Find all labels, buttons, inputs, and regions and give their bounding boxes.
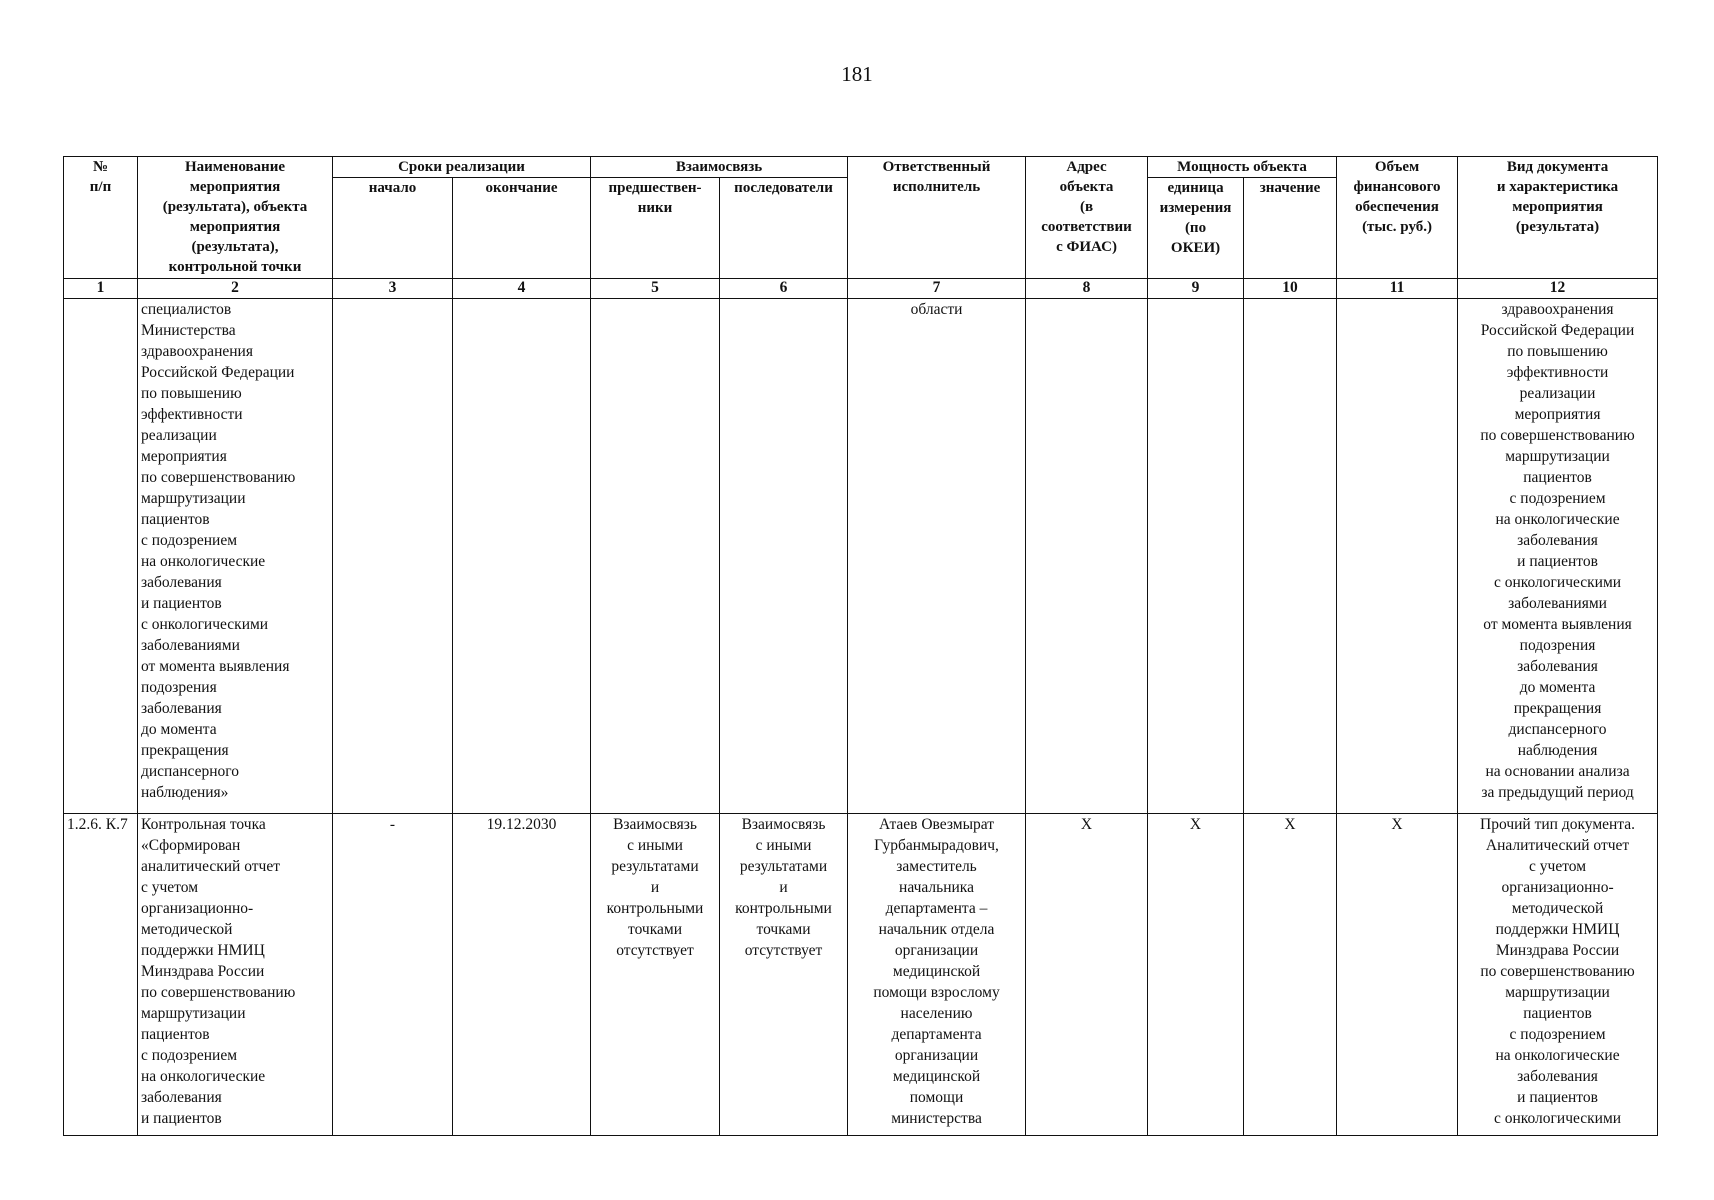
- column-number-row: [64, 279, 1658, 299]
- row-doc: здравоохранения Российской Федерации по повышению эффективности реализации мероприятия по совершенствованию маршрутизации пациентов с подозрением на онкологические заболевания и пациентов с онкологическими заболеваниями от момента выявления подозрения заболевания до момента прекращения диспансерного наблюдения на основании анализа за предыдущий период: [1458, 299, 1658, 814]
- row-end: 19.12.2030: [453, 813, 591, 1135]
- row-start: -: [333, 813, 453, 1135]
- header-predecessors: предшествен- ники: [591, 178, 720, 279]
- header-end: окончание: [453, 178, 591, 279]
- row-name: специалистов Министерства здравоохранения Российской Федерации по повышению эффективности реализации мероприятия по совершенствованию маршрутизации пациентов с подозрением на онкологические заболевания и пациентов с онкологическими заболеваниями от момента выявления подозрения заболевания до момента прекращения диспансерного наблюдения»: [138, 299, 333, 814]
- header-doc-type: Вид документа и характеристика мероприятия (результата): [1458, 157, 1658, 279]
- row-end: [453, 299, 591, 814]
- header-responsible: Ответственный исполнитель: [848, 157, 1026, 279]
- column-number: 9: [1148, 279, 1244, 299]
- column-number: 4: [453, 279, 591, 299]
- row-name: Контрольная точка «Сформирован аналитический отчет с учетом организационно- методической поддержки НМИЦ Минздрава России по совершенствованию маршрутизации пациентов с подозрением на онкологические заболевания и пациентов: [138, 813, 333, 1135]
- column-number: 12: [1458, 279, 1658, 299]
- column-number: 7: [848, 279, 1026, 299]
- row-value: [1244, 299, 1337, 814]
- column-number: 5: [591, 279, 720, 299]
- row-responsible: области: [848, 299, 1026, 814]
- header-funding: Объем финансового обеспечения (тыс. руб.): [1337, 157, 1458, 279]
- column-number: 8: [1026, 279, 1148, 299]
- header-row-main: [64, 157, 1658, 178]
- header-num: № п/п: [64, 157, 138, 279]
- row-unit: X: [1148, 813, 1244, 1135]
- row-responsible: Атаев Овезмырат Гурбанмырадович, заместитель начальника департамента – начальник отдела организации медицинской помощи взрослому населению департамента организации медицинской помощи министерства: [848, 813, 1026, 1135]
- row-value: X: [1244, 813, 1337, 1135]
- row-address: [1026, 299, 1148, 814]
- row-predecessors: [591, 299, 720, 814]
- header-unit: единица измерения (по ОКЕИ): [1148, 178, 1244, 279]
- page-number: 181: [841, 62, 873, 86]
- header-value: значение: [1244, 178, 1337, 279]
- measures-table: [63, 156, 1658, 1136]
- row-funding: X: [1337, 813, 1458, 1135]
- row-predecessors: Взаимосвязь с иными результатами и контрольными точками отсутствует: [591, 813, 720, 1135]
- column-number: 2: [138, 279, 333, 299]
- row-num: [64, 299, 138, 814]
- column-number: 1: [64, 279, 138, 299]
- row-doc: Прочий тип документа. Аналитический отчет с учетом организационно- методической поддержки НМИЦ Минздрава России по совершенствованию маршрутизации пациентов с подозрением на онкологические заболевания и пациентов с онкологическими: [1458, 813, 1658, 1135]
- column-number: 3: [333, 279, 453, 299]
- column-number: 11: [1337, 279, 1458, 299]
- header-name: Наименование мероприятия (результата), объекта мероприятия (результата), контрольной точки: [138, 157, 333, 279]
- row-num: 1.2.6. К.7: [64, 813, 138, 1135]
- header-terms: Сроки реализации: [333, 157, 591, 178]
- row-funding: [1337, 299, 1458, 814]
- header-capacity: Мощность объекта: [1148, 157, 1337, 178]
- row-start: [333, 299, 453, 814]
- row-successors: Взаимосвязь с иными результатами и контрольными точками отсутствует: [720, 813, 848, 1135]
- header-relation: Взаимосвязь: [591, 157, 848, 178]
- table-row: [64, 299, 1658, 814]
- row-unit: [1148, 299, 1244, 814]
- table-row: [64, 813, 1658, 1135]
- row-address: X: [1026, 813, 1148, 1135]
- header-start: начало: [333, 178, 453, 279]
- row-successors: [720, 299, 848, 814]
- header-address: Адрес объекта (в соответствии с ФИАС): [1026, 157, 1148, 279]
- header-successors: последователи: [720, 178, 848, 279]
- column-number: 10: [1244, 279, 1337, 299]
- column-number: 6: [720, 279, 848, 299]
